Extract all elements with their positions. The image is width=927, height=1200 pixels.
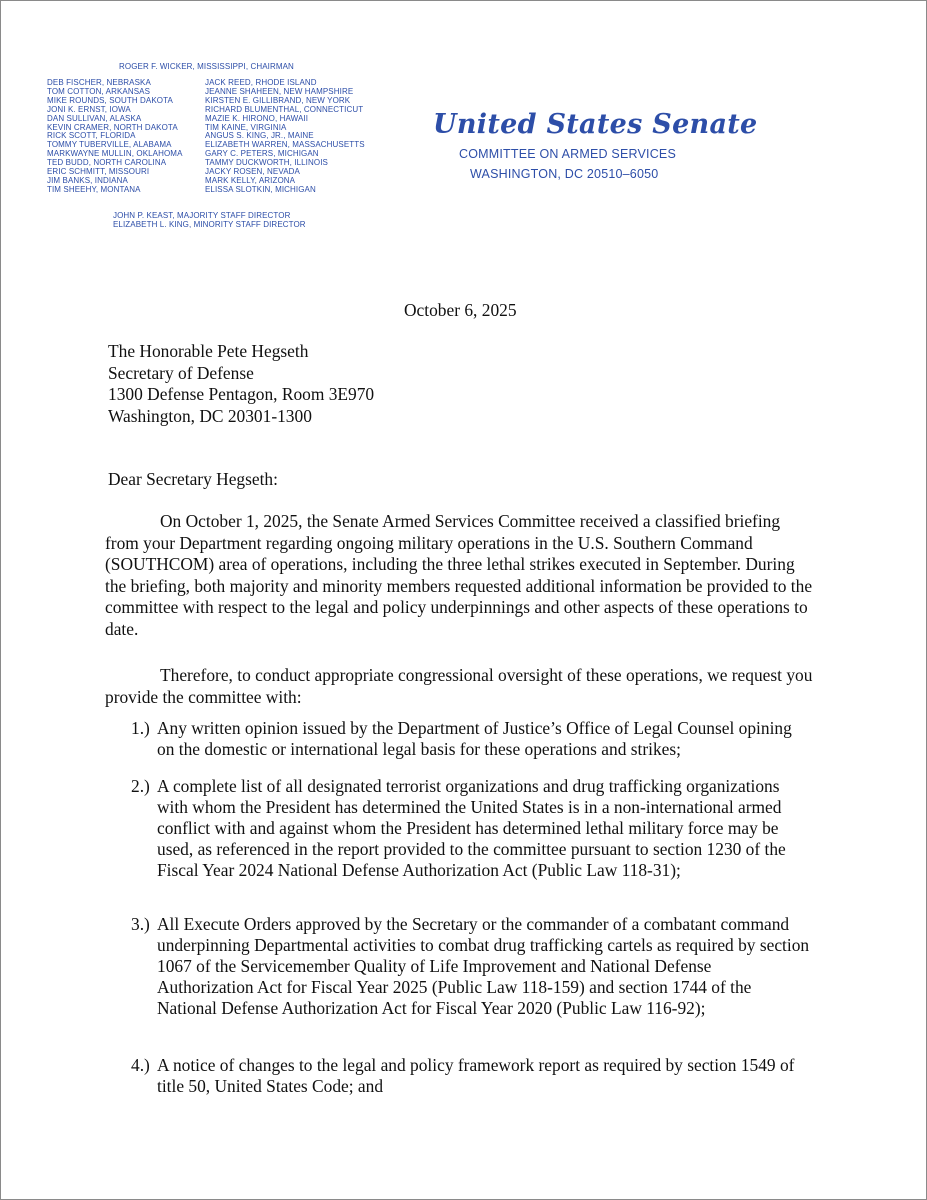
minority-member: RICHARD BLUMENTHAL, CONNECTICUT	[205, 104, 364, 114]
majority-member: RICK SCOTT, FLORIDA	[47, 131, 136, 141]
majority-member: DAN SULLIVAN, ALASKA	[47, 113, 142, 123]
majority-member: JONI K. ERNST, IOWA	[47, 104, 131, 114]
minority-member: TAMMY DUCKWORTH, ILLINOIS	[205, 158, 328, 168]
recipient-block	[108, 341, 374, 427]
item-number: 2.)	[131, 776, 150, 796]
majority-member: TOMMY TUBERVILLE, ALABAMA	[47, 140, 172, 150]
majority-members-list	[47, 79, 207, 195]
senate-wordmark: United States Senate	[433, 109, 758, 140]
request-item	[131, 776, 811, 881]
majority-member: TOM COTTON, ARKANSAS	[47, 86, 151, 96]
minority-member: JACKY ROSEN, NEVADA	[205, 167, 300, 177]
minority-member: MAZIE K. HIRONO, HAWAII	[205, 113, 309, 123]
majority-member: KEVIN CRAMER, NORTH DAKOTA	[47, 122, 178, 132]
item-text: Any written opinion issued by the Department of Justice’s Office of Legal Counsel opining on the domestic or international legal basis for these operations and strikes;	[157, 718, 792, 759]
minority-member: ELISSA SLOTKIN, MICHIGAN	[205, 184, 316, 194]
item-text: A complete list of all designated terrorist organizations and drug trafficking organizations with whom the President has determined the United States is in a non-international armed conflict with and against whom the President has determined lethal military force may be used, as referenced in the report provided to the committee pursuant to section 1230 of the Fiscal Year 2024 National Defense Authorization Act (Public Law 118-31);	[157, 776, 786, 880]
minority-member: TIM KAINE, VIRGINIA	[205, 122, 287, 132]
request-item	[131, 718, 811, 760]
minority-member: GARY C. PETERS, MICHIGAN	[205, 149, 319, 159]
minority-member: MARK KELLY, ARIZONA	[205, 175, 296, 185]
committee-name: COMMITTEE ON ARMED SERVICES	[459, 147, 677, 161]
body-paragraph	[105, 511, 817, 640]
majority-member: TIM SHEEHY, MONTANA	[47, 184, 141, 194]
chairman-line: ROGER F. WICKER, MISSISSIPPI, CHAIRMAN	[119, 62, 294, 71]
item-number: 1.)	[131, 718, 150, 738]
majority-member: MIKE ROUNDS, SOUTH DAKOTA	[47, 95, 173, 105]
majority-member: MARKWAYNE MULLIN, OKLAHOMA	[47, 149, 183, 159]
minority-staff-director: ELIZABETH L. KING, MINORITY STAFF DIRECTOR	[113, 219, 306, 229]
recipient-line: Washington, DC 20301-1300	[108, 405, 312, 426]
minority-member: ANGUS S. KING, JR., MAINE	[205, 131, 314, 141]
request-item	[131, 1055, 811, 1097]
paragraph-text: On October 1, 2025, the Senate Armed Services Committee received a classified briefing from your Department regarding ongoing military operations in the U.S. Southern Command (SOUTHCOM) area of operations, including the three lethal strikes executed in September. During the briefing, both majority and minority members requested additional information be provided to the committee with respect to the legal and policy underpinnings and other aspects of these operations to date.	[105, 511, 813, 639]
recipient-line: Secretary of Defense	[108, 362, 254, 383]
recipient-line: The Honorable Pete Hegseth	[108, 341, 309, 361]
staff-directors	[113, 212, 373, 230]
body-paragraph	[105, 665, 817, 708]
item-number: 4.)	[131, 1055, 150, 1075]
item-text: A notice of changes to the legal and policy framework report as required by section 1549 of title 50, United States Code; and	[157, 1055, 795, 1096]
majority-staff-director: JOHN P. KEAST, MAJORITY STAFF DIRECTOR	[113, 211, 291, 220]
recipient-line: 1300 Defense Pentagon, Room 3E970	[108, 384, 375, 404]
minority-member: JEANNE SHAHEEN, NEW HAMPSHIRE	[205, 86, 354, 96]
item-text: All Execute Orders approved by the Secretary or the commander of a combatant command underpinning Departmental activities to combat drug trafficking cartels as required by section 1067 of the Servicemember Quality of Life Improvement and National Defense Authorization Act for Fiscal Year 2025 (Public Law 118-159) and section 1744 of the National Defense Authorization Act for Fiscal Year 2020 (Public Law 116-92);	[157, 914, 810, 1018]
letter-date: October 6, 2025	[404, 300, 517, 320]
majority-member: DEB FISCHER, NEBRASKA	[47, 78, 151, 87]
majority-member: TED BUDD, NORTH CAROLINA	[47, 158, 167, 168]
committee-address: WASHINGTON, DC 20510–6050	[470, 167, 659, 181]
minority-members-list	[205, 79, 375, 195]
paragraph-text: Therefore, to conduct appropriate congressional oversight of these operations, we request you provide the committee with:	[105, 665, 813, 707]
minority-member: ELIZABETH WARREN, MASSACHUSETTS	[205, 140, 365, 150]
request-item	[131, 914, 811, 1019]
majority-member: JIM BANKS, INDIANA	[47, 175, 128, 185]
minority-member: JACK REED, RHODE ISLAND	[205, 78, 317, 87]
minority-member: KIRSTEN E. GILLIBRAND, NEW YORK	[205, 95, 351, 105]
salutation: Dear Secretary Hegseth:	[108, 469, 278, 489]
majority-member: ERIC SCHMITT, MISSOURI	[47, 167, 150, 177]
item-number: 3.)	[131, 914, 150, 934]
